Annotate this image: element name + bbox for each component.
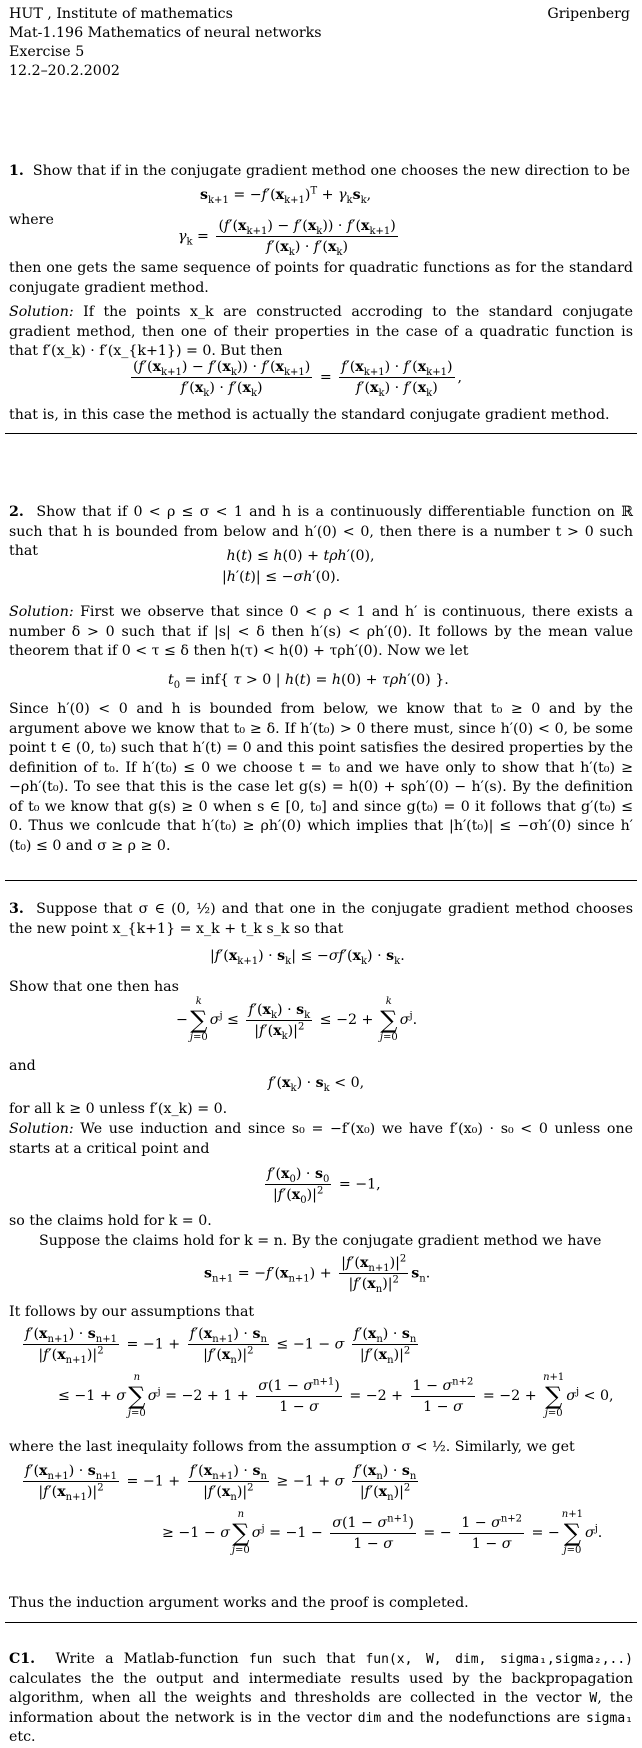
problem-1-then: then one gets the same sequence of points for quadratic functions as for the standard conjugate gradient method. — [9, 260, 633, 296]
solution-label: Solution: — [9, 604, 74, 620]
equation-conditions: h(t) ≤ h(0) + tρh′(0), |h′(t)| ≤ −σh′(0). — [222, 548, 375, 585]
problem-3-induction: Suppose the claims hold for k = n. By the conjugate gradient method we have — [39, 1233, 602, 1249]
header-exercise: Exercise 5 — [9, 44, 85, 60]
c1-text: calculates the the output and intermediate results used by the backpropagation algorithm, when all the weights and thresholds are collected in the vector — [9, 1670, 633, 1706]
equation-upper-2: ≤ −1 + σ n ∑ j=0 $\sigma^j = -2 + 1$ + $\frac{\sigma(1 - \sigma^{n+1})}{1 - \sigma}$ = −2 + $\frac{1 - \sigma^{n+2}}{1 - \sigma}$ = −2 + n+1 ∑ j=0 $\sigma^j < 0$, — [58, 1372, 614, 1419]
problem-3-statement — [9, 900, 633, 939]
problem-3-k0: so the claims hold for k = 0. — [9, 1213, 212, 1229]
statement-text: Show that if in the conjugate gradient method one chooses the new direction to be — [32, 163, 631, 179]
problem-1-solution — [9, 303, 633, 362]
problem-1-statement — [9, 162, 633, 182]
code-dim: dim — [357, 1710, 382, 1726]
divider — [5, 1622, 637, 1623]
code-fun: fun — [248, 1652, 273, 1667]
problem-1-conclusion: that is, in this case the method is actually the standard conjugate gradient method. — [9, 407, 610, 423]
equation-descent: $f'(x_k) \cdot s_k < 0$, — [268, 1075, 365, 1094]
problem-3-solution — [9, 1120, 633, 1159]
problem-2-solution — [9, 603, 633, 662]
c1-text: , the information about the network is in the vector — [9, 1690, 633, 1726]
equation-base-case: $\frac{f'(x_0) \cdot s_0}{|f'(x_0)|^2}$ = −1, — [267, 1166, 381, 1206]
problem-3-lastineq: where the last inequlaity follows from the assumption σ < ½. Similarly, we get — [9, 1439, 575, 1455]
equation-upper-1: $\frac{f'(x_{n+1}) \cdot s_{n+1}}{|f'(x_{n+1})|^2}$ = −1 + $\frac{f'(x_{n+1}) \cdot s_n}{|f'(x_n)|^2}$ ≤ −1 − σ $\frac{f'(x_n) \cdot s_n}{|f'(x_n)|^2}$ — [25, 1326, 417, 1366]
c1-text: Write a Matlab-function — [55, 1651, 239, 1667]
solution-text: If the points x_k are constructed accroding to the standard conjugate gradient method, then one of their properties in the case of a quadratic function is that f′(x_k) · f′(x_{k+1}) = 0. But then — [9, 304, 633, 359]
problem-3-completed: Thus the induction argument works and the proof is completed. — [9, 1595, 469, 1611]
equation-lower-2: ≥ −1 − σ n ∑ j=0 $\sigma^j = -1$ − $\frac{\sigma(1 - \sigma^{n+1})}{1 - \sigma}$ = − $\frac{1 - \sigma^{n+2}}{1 - \sigma}$ = − n+1 ∑ j=0 $\sigma^j$. — [162, 1509, 603, 1556]
header-dates: 12.2–20.2.2002 — [9, 63, 120, 79]
problem-3-forall: for all k ≥ 0 unless f′(x_k) = 0. — [9, 1101, 228, 1117]
equation-wolfe: $|f'(x_{k+1}) \cdot s_k| \le -\sigma f'(x_k) \cdot s_k$. — [210, 948, 405, 967]
problem-number: 1. — [9, 163, 24, 179]
problem-c1-statement — [9, 1650, 633, 1748]
solution-label: Solution: — [9, 304, 74, 320]
c1-text: such that — [282, 1651, 356, 1667]
solution-label: Solution: — [9, 1121, 74, 1137]
problem-number: 2. — [9, 504, 24, 520]
and-label: and — [9, 1058, 36, 1074]
equation-sn1: $s_{n+1} = -f'(x_{n+1})$ + $\frac{|f'(x_{n+1})|^2}{|f'(x_n)|^2}$ $s_n$. — [204, 1253, 431, 1295]
divider — [5, 880, 637, 881]
statement-text: Show that if 0 < ρ ≤ σ < 1 and h is a continuously differentiable function on ℝ such that h is bounded from below and h′(0) < 0, then there is a number t > 0 such that — [9, 504, 633, 559]
equation-gamma: $\gamma_k$ = $\frac{(f'(x_{k+1}) - f'(x_k)) \cdot f'(x_{k+1})}{f'(x_k) \cdot f'(x_k)}$ — [178, 218, 396, 258]
show-label: Show that one then has — [9, 979, 179, 995]
problem-number: C1. — [9, 1651, 36, 1667]
c1-text: etc. — [9, 1729, 36, 1745]
where-label: where — [9, 212, 54, 228]
code-w: W — [589, 1691, 598, 1706]
solution-text: First we observe that since 0 < ρ < 1 and h′ is continuous, there exists a number δ > 0 such that if |s| < δ then h′(s) < ρh′(0). It follows by the mean value theorem that if 0 < τ ≤ δ then h(τ) < h(0) + τρh′(0). Now we let — [9, 604, 633, 659]
code-sigma: sigma₁ — [586, 1710, 633, 1726]
equation-bounds: − k ∑ j=0 $\sigma^j$ ≤ $\frac{f'(x_k) \cdot s_k}{|f'(x_k)|^2}$ ≤ −2 + k ∑ j=0 $\sigma^j$. — [176, 996, 418, 1043]
header-institution: HUT , Institute of mathematics — [9, 6, 233, 22]
statement-text: Suppose that σ ∈ (0, ½) and that one in the conjugate gradient method chooses the new point x_{k+1} = x_k + t_k s_k so that — [9, 901, 633, 937]
equation-new-direction: $s_{k+1} = -f'(x_{k+1})^T + \gamma_ks_k$, — [200, 185, 372, 206]
equation-t0: $t_0 = inf${ τ > 0 | h(t) = h(0) + τρh′(0) }. — [168, 672, 449, 691]
header-course: Mat-1.196 Mathematics of neural networks — [9, 25, 322, 41]
follows-label: It follows by our assumptions that — [9, 1304, 255, 1320]
c1-text: and the nodefunctions are — [387, 1709, 581, 1726]
divider — [5, 433, 637, 434]
solution-text: We use induction and since s₀ = −f′(x₀) we have f′(x₀) · s₀ < 0 unless one starts at a critical point and — [9, 1121, 634, 1157]
code-call: fun(x, W, dim, sigma₁,sigma₂,..) — [365, 1652, 633, 1667]
header-author: Gripenberg — [547, 6, 630, 22]
equation-solution-1: $\frac{(f'(x_{k+1}) - f'(x_k)) \cdot f'(x_{k+1})}{f'(x_k) \cdot f'(x_k)}$ = $\frac{f'(x_{k+1}) \cdot f'(x_{k+1})}{f'(x_k) \cdot f'(x_k)}$ , — [133, 359, 463, 399]
problem-number: 3. — [9, 901, 24, 917]
equation-lower-1: $\frac{f'(x_{n+1}) \cdot s_{n+1}}{|f'(x_{n+1})|^2}$ = −1 + $\frac{f'(x_{n+1}) \cdot s_n}{|f'(x_n)|^2}$ ≥ −1 + σ $\frac{f'(x_n) \cdot s_n}{|f'(x_n)|^2}$ — [25, 1463, 417, 1503]
problem-2-continuation: Since h′(0) < 0 and h is bounded from below, we know that t₀ ≥ 0 and by the argument above we know that t₀ ≥ δ. If h′(t₀) > 0 there must, since h′(0) < 0, be some point t ∈ (0, t₀) such that h′(t) = 0 and this point satisfies the desired properties by the definition of t₀. If h′(t₀) ≤ 0 we choose t = t₀ and we have only to show that h′(t₀) ≥ −ρh′(t₀). To see that this is the case let g(s) = h(0) + sρh′(0) − h′(s). By the definition of t₀ we know that g(s) ≥ 0 when s ∈ [0, t₀] and since g(t₀) = 0 it follows that g′(t₀) ≤ 0. Thus we conlcude that h′(t₀) ≥ ρh′(0) which implies that |h′(t₀)| ≤ −σh′(0) since h′(t₀) ≤ 0 and σ ≥ ρ ≥ 0. — [9, 701, 633, 854]
